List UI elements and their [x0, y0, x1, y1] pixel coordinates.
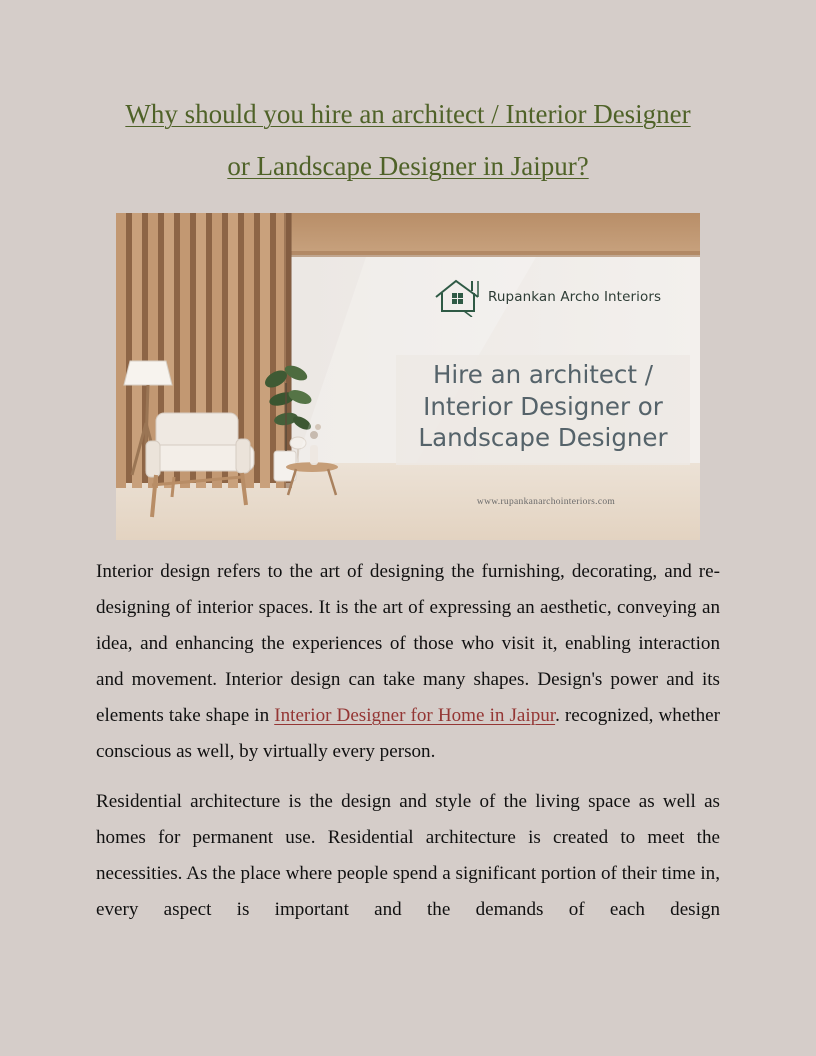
- brand-name: Rupankan Archo Interiors: [488, 289, 662, 305]
- title-link-line1[interactable]: Why should you hire an architect / Interior Designer: [125, 99, 691, 129]
- hero-headline: Hire an architect / Interior Designer or Landscape Designer: [418, 360, 668, 452]
- interior-designer-link[interactable]: Interior Designer for Home in Jaipur: [274, 705, 556, 726]
- paragraph-interior-design: [96, 554, 720, 770]
- page-title: [60, 88, 756, 192]
- hero-image: [116, 213, 700, 540]
- paragraph-text: Interior design refers to the art of designing the furnishing, decorating, and re-designing of interior spaces. It is the art of expressing an aesthetic, conveying an idea, and enhancing the experiences of those who visit it, enabling interaction and movement. Interior design can take many shapes. Design's power and its elements take shape in: [96, 561, 720, 726]
- hero-website: www.rupankanarchointeriors.com: [476, 497, 616, 507]
- brand-logo: [434, 277, 661, 317]
- house-icon: [434, 277, 482, 317]
- title-link-line2[interactable]: or Landscape Designer in Jaipur?: [227, 151, 589, 181]
- ceiling-beam: [286, 213, 700, 255]
- paragraph-text-tail: . recognized, whether conscious as well, by virtually every person.: [96, 705, 721, 762]
- paragraph-residential-architecture: Residential architecture is the design and style of the living space as well as homes for permanent use. Residential architecture is created to meet the necessities. As the place where people spend a significant portion of their time in, every aspect is important and the demands of each design: [96, 791, 720, 920]
